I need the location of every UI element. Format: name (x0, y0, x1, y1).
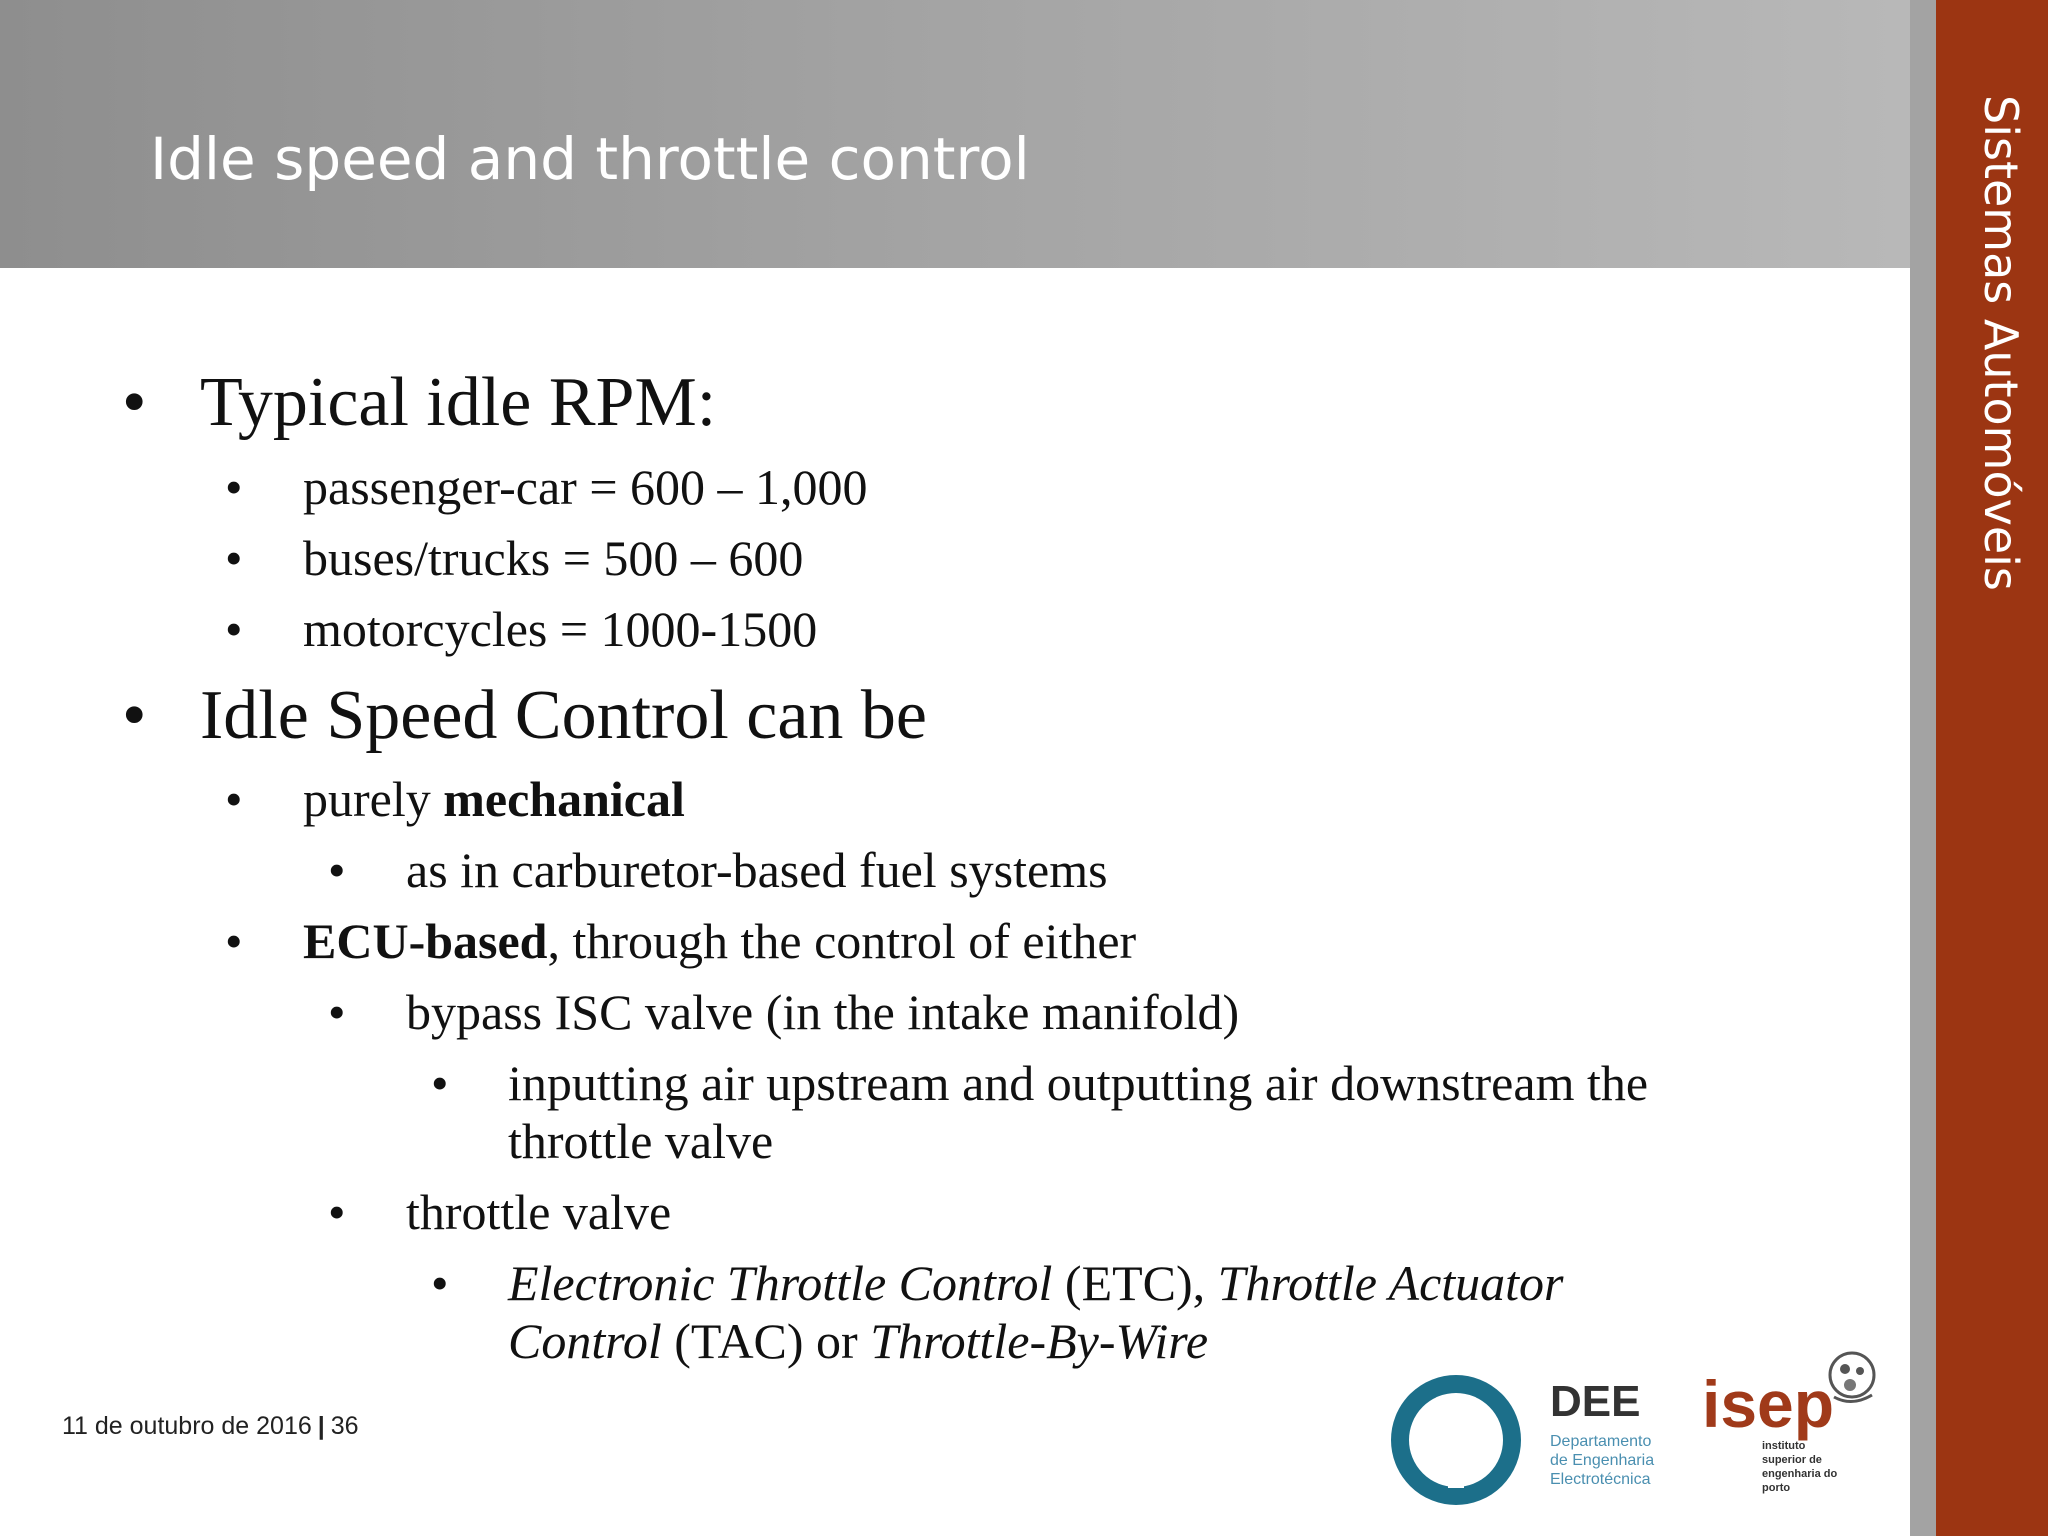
side-title: Sistemas Automóveis (1974, 95, 2028, 591)
slide-footer (62, 1412, 359, 1441)
dee-logo-abbr: DEE (1550, 1377, 1641, 1426)
bullet-marker: • (431, 1255, 449, 1311)
slide-title: Idle speed and throttle control (150, 125, 1030, 193)
isep-logo-line2: superior de (1762, 1454, 1822, 1466)
text-control: Control (508, 1313, 662, 1369)
bullet-purely-mechanical (303, 771, 685, 827)
text-throttle-by-wire: Throttle-By-Wire (870, 1313, 1209, 1369)
isep-logo-line4: porto (1762, 1482, 1791, 1494)
bullet-typical-idle-rpm: Typical idle RPM: (200, 364, 717, 441)
isep-logo (1700, 1345, 1885, 1505)
text-throttle-actuator: Throttle Actuator (1217, 1255, 1564, 1311)
bullet-throttle-valve: throttle valve (406, 1184, 672, 1240)
isep-logo-line1: instituto (1762, 1440, 1806, 1452)
bullet-ecu-based (303, 913, 1137, 969)
bullet-marker: • (328, 984, 346, 1040)
bullet-bypass-isc: bypass ISC valve (in the intake manifold) (406, 984, 1240, 1040)
page-number: 36 (330, 1412, 359, 1440)
text-etc: (ETC), (1052, 1255, 1218, 1311)
dee-logo-line1: Departamento (1550, 1433, 1652, 1450)
footer-date: 11 de outubro de 2016 (62, 1412, 312, 1440)
bullet-inputting-air-line2: throttle valve (508, 1113, 774, 1169)
bullet-marker: • (225, 913, 243, 969)
text-tac: (TAC) or (661, 1313, 871, 1369)
side-divider (1910, 0, 1936, 1536)
text-ecu-based: ECU-based (303, 913, 548, 969)
bullet-passenger-car: passenger-car = 600 – 1,000 (303, 459, 868, 515)
dee-logo-line2: de Engenharia (1550, 1452, 1655, 1469)
text-mechanical: mechanical (443, 771, 685, 827)
isep-logo-abbr: isep (1702, 1367, 1835, 1441)
bullet-etc-line1 (508, 1255, 1564, 1311)
bullet-marker: • (122, 364, 147, 441)
text-purely: purely (303, 771, 444, 827)
isep-logo-line3: engenharia do (1762, 1468, 1838, 1480)
bullet-buses-trucks: buses/trucks = 500 – 600 (303, 530, 804, 586)
bullet-etc-line2 (508, 1313, 1209, 1369)
bullet-marker: • (431, 1055, 449, 1111)
isep-crest-icon (1830, 1353, 1874, 1402)
text-electronic-throttle-control: Electronic Throttle Control (508, 1255, 1053, 1311)
text-through-control: , through the control of either (547, 913, 1137, 969)
bullet-inputting-air-line1: inputting air upstream and outputting air downstream the (508, 1055, 1649, 1111)
bullet-carburetor: as in carburetor-based fuel systems (406, 842, 1108, 898)
bullet-marker: • (328, 1184, 346, 1240)
bullet-idle-speed-control: Idle Speed Control can be (200, 677, 928, 754)
dee-logo-line3: Electrotécnica (1550, 1471, 1651, 1488)
bullet-marker: • (225, 771, 243, 827)
bullet-marker: • (328, 842, 346, 898)
bullet-marker: • (225, 530, 243, 586)
bullet-marker: • (225, 601, 243, 657)
bullet-motorcycles: motorcycles = 1000-1500 (303, 601, 818, 657)
footer-separator: | (317, 1412, 325, 1440)
bullet-marker: • (122, 677, 147, 754)
dee-logo (1390, 1368, 1670, 1508)
bullet-marker: • (225, 459, 243, 515)
